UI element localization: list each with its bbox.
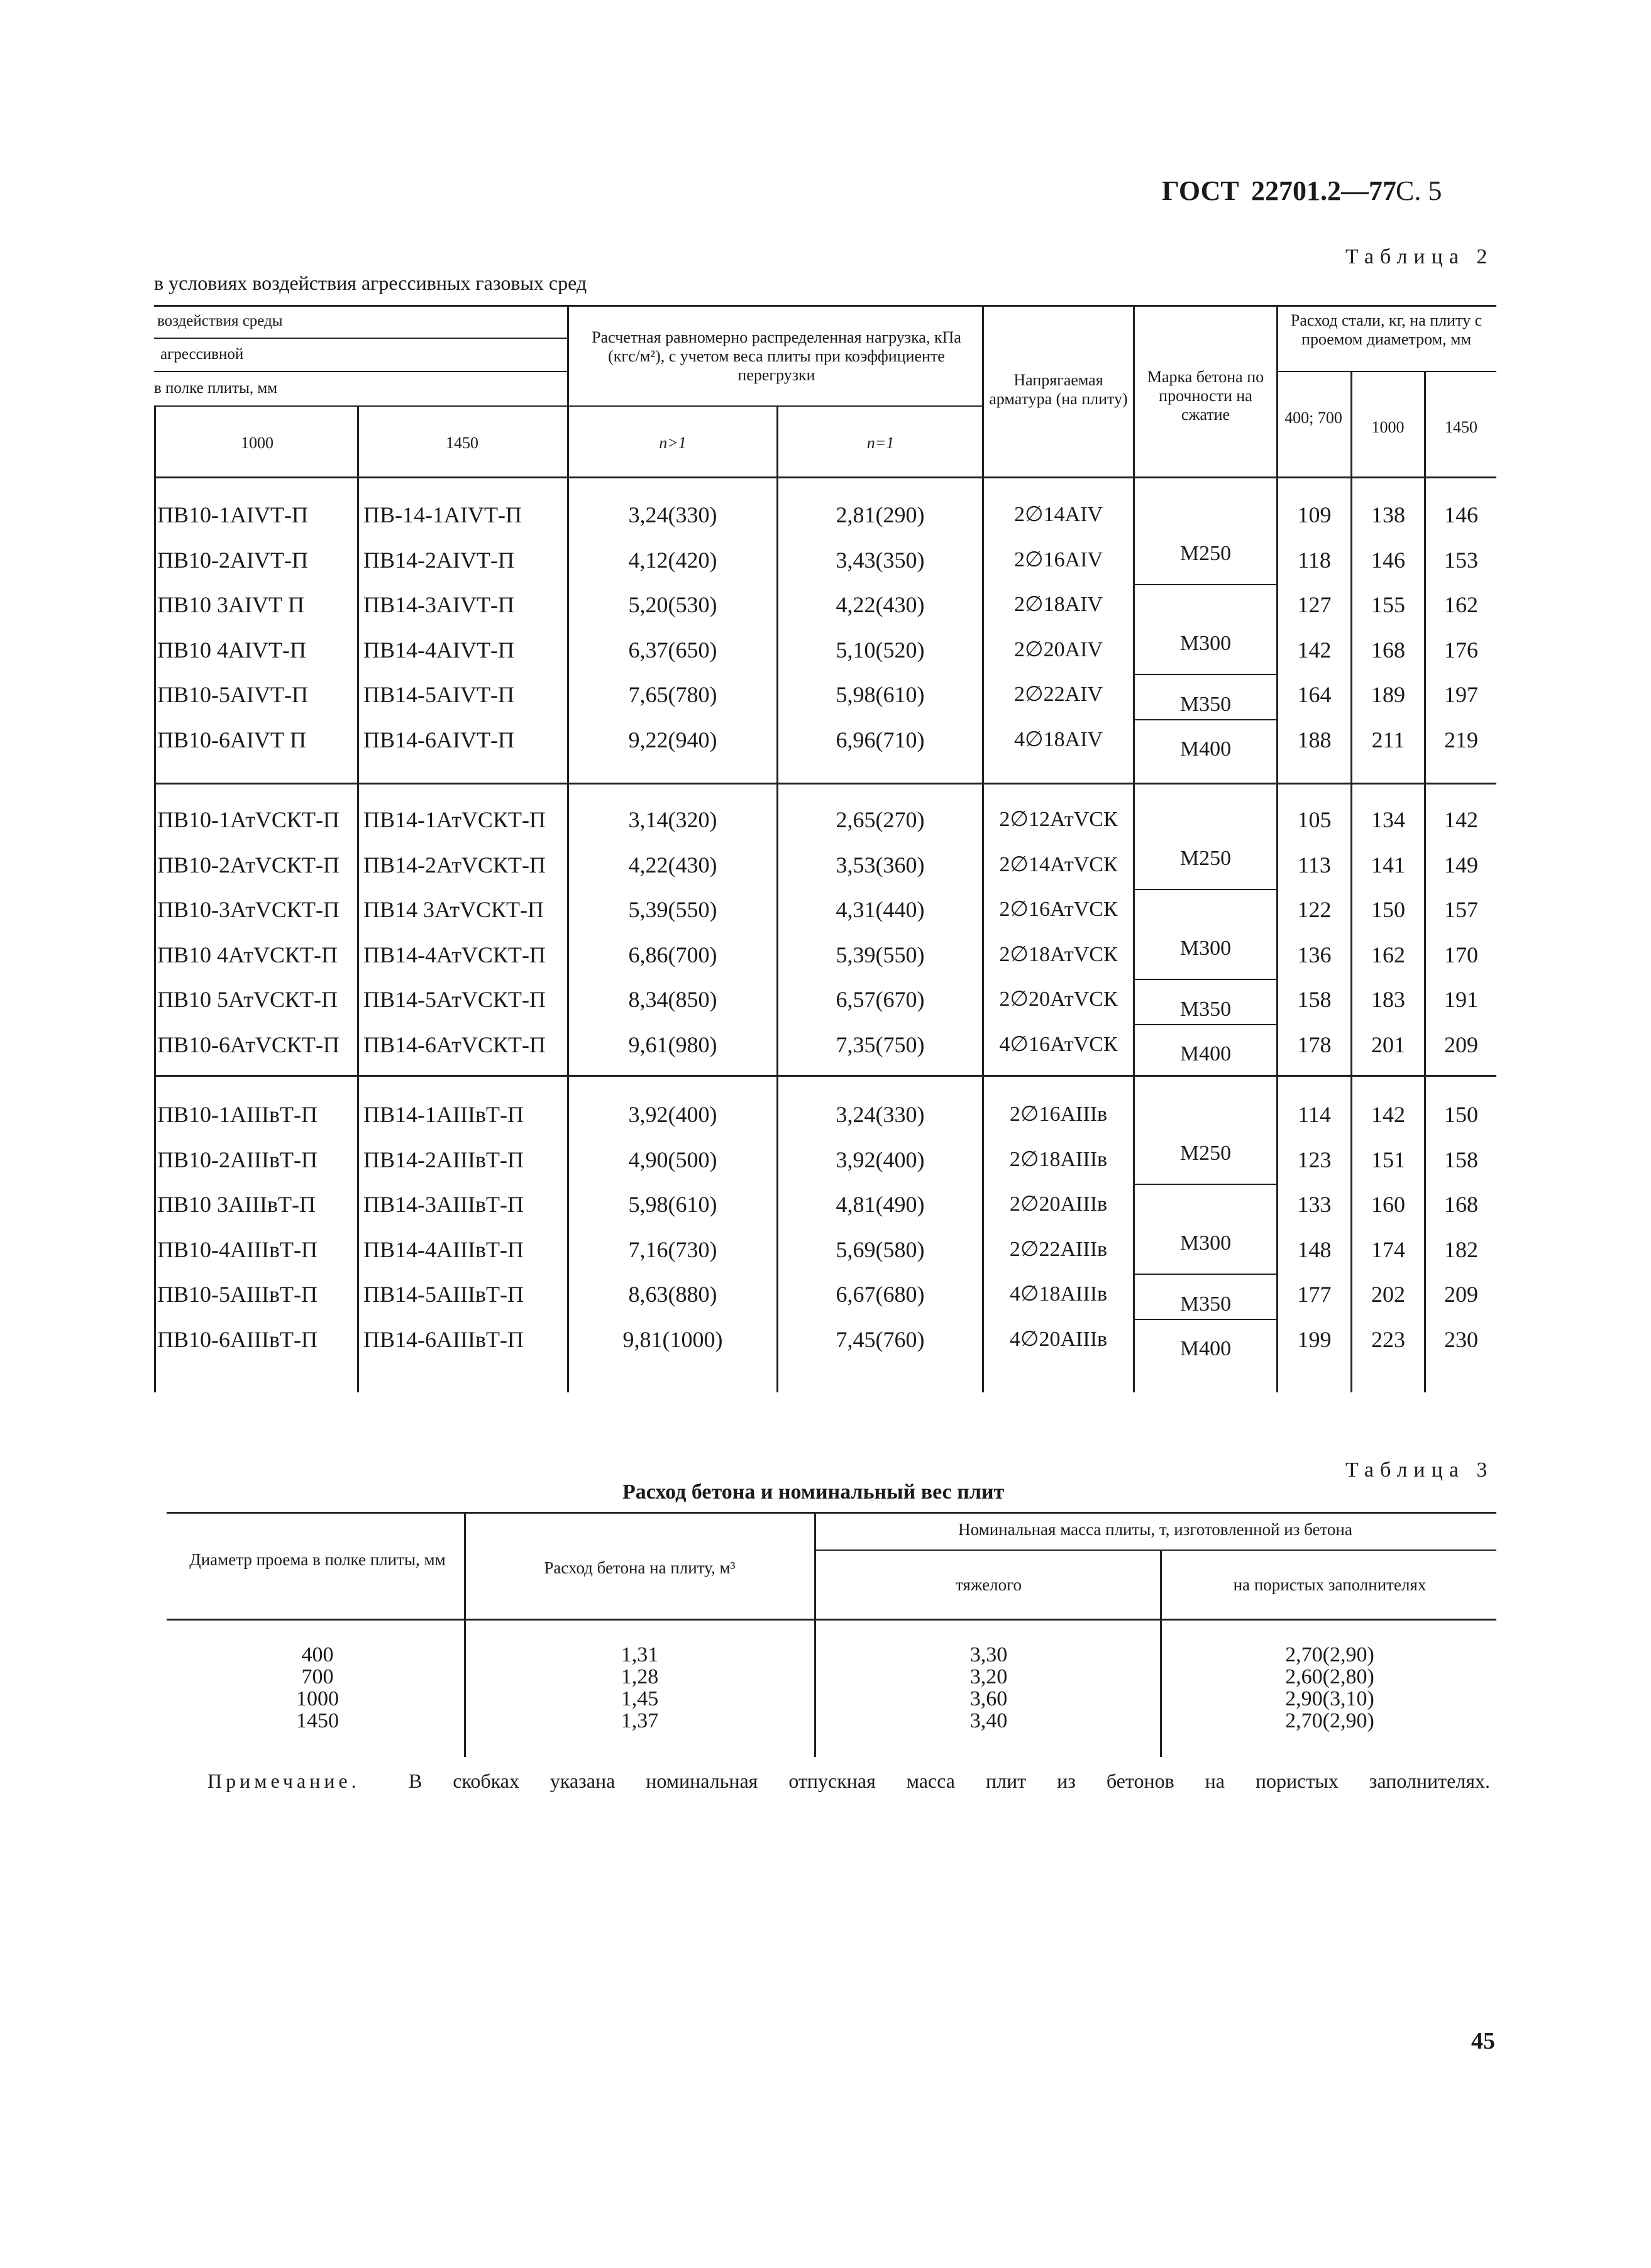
concrete-grade: М300 xyxy=(1179,1231,1232,1255)
table2-cell-b: ПВ14-3АIIIвТ-П xyxy=(363,1192,524,1217)
table2-cell-s3: 170 xyxy=(1444,942,1478,967)
table2-cell-a: ПВ10-2АIVТ-П xyxy=(157,547,308,573)
concrete-grade: М400 xyxy=(1179,1337,1232,1361)
grade-separator xyxy=(1135,1024,1276,1025)
concrete-grade: М250 xyxy=(1179,1141,1232,1165)
head-n-eq1: n=1 xyxy=(866,434,895,452)
table2-cell-a: ПВ10-1АIIIвТ-П xyxy=(157,1102,318,1127)
table2-cell-n2: 5,10(520) xyxy=(836,637,925,663)
table2-cell-a: ПВ10-2АтVСКТ-П xyxy=(157,852,340,878)
table2-cell-r: 2∅22АIIIв xyxy=(1009,1237,1108,1261)
table2-cell-n2: 3,43(350) xyxy=(836,547,925,573)
table2-cell-n2: 5,98(610) xyxy=(836,682,925,707)
table2-cell-s3: 162 xyxy=(1444,592,1478,617)
table2-cell-a: ПВ10-5АIIIвТ-П xyxy=(157,1282,318,1307)
table2-cell-a: ПВ10-6АIIIвТ-П xyxy=(157,1326,318,1352)
table2-cell-a: ПВ10-1АтVСКТ-П xyxy=(157,807,340,832)
table2-cell-s1: 122 xyxy=(1297,897,1332,922)
table2-cell-s1: 178 xyxy=(1297,1032,1332,1057)
table2-cell-s1: 105 xyxy=(1297,807,1332,832)
table2-cell-r: 2∅14АтVСК xyxy=(999,852,1118,876)
table2-cell-b: ПВ14-2АIVТ-П xyxy=(363,547,514,573)
grade-separator xyxy=(1135,1184,1276,1185)
t3-head-diam: Диаметр проема в полке плиты, мм xyxy=(189,1550,446,1569)
table2-cell-n1: 3,14(320) xyxy=(628,807,717,832)
table2-cell-s3: 209 xyxy=(1444,1032,1478,1057)
table2-cell-n2: 6,57(670) xyxy=(836,987,925,1012)
table2-cell-s3: 142 xyxy=(1444,807,1478,832)
head-load: Расчетная равномерно распределенная нагрузка, кПа (кгс/м²), с учетом веса плиты при коэффициенте перегрузки xyxy=(592,328,961,384)
t3-head-mass: Номинальная масса плиты, т, изготовленной из бетона xyxy=(958,1520,1352,1539)
t3-cell-heavy: 3,40 xyxy=(969,1709,1008,1732)
table2-cell-s3: 149 xyxy=(1444,852,1478,878)
table2-cell-n2: 7,45(760) xyxy=(836,1326,925,1352)
grade-separator xyxy=(1135,584,1276,585)
table2-cell-s3: 209 xyxy=(1444,1282,1478,1307)
table2-cell-n1: 8,63(880) xyxy=(628,1282,717,1307)
table2-cell-s3: 219 xyxy=(1444,727,1478,752)
table2-cell-n1: 5,39(550) xyxy=(628,897,717,922)
table2-cell-a: ПВ10-2АIIIвТ-П xyxy=(157,1147,318,1172)
table2-cell-b: ПВ14-6АтVСКТ-П xyxy=(363,1032,546,1057)
table2-cell-n1: 4,22(430) xyxy=(628,852,717,878)
concrete-grade: М300 xyxy=(1179,631,1232,655)
table2-cell-s2: 146 xyxy=(1371,547,1405,573)
concrete-grade: М250 xyxy=(1179,541,1232,565)
table2-caption: в условиях воздействия агрессивных газовых сред xyxy=(154,272,587,294)
concrete-grade: М350 xyxy=(1179,692,1232,716)
table2-cell-s3: 157 xyxy=(1444,897,1478,922)
table2-cell-r: 2∅14АIV xyxy=(1013,503,1103,526)
table2-cell-n1: 6,37(650) xyxy=(628,637,717,663)
head-s400: 400; 700 xyxy=(1284,409,1342,427)
table2-cell-s2: 168 xyxy=(1371,637,1405,663)
note-label: Примечание. xyxy=(207,1770,360,1792)
grade-separator xyxy=(1135,719,1276,720)
table2-cell-r: 2∅16АтVСК xyxy=(999,898,1118,921)
table2-cell-b: ПВ-14-1АIVТ-П xyxy=(363,502,522,527)
table2-cell-n1: 4,90(500) xyxy=(628,1147,717,1172)
t3-cell-consumption: 1,28 xyxy=(621,1665,659,1688)
table2-cell-n2: 6,67(680) xyxy=(836,1282,925,1307)
table2-cell-b: ПВ14-2АтVСКТ-П xyxy=(363,852,546,878)
table2-label: Таблица 2 xyxy=(1345,245,1494,268)
table2-cell-b: ПВ14-5АIVТ-П xyxy=(363,682,514,707)
table2-cell-s1: 118 xyxy=(1298,547,1331,573)
table2-cell-s2: 162 xyxy=(1371,942,1405,967)
table2-cell-b: ПВ14-4АтVСКТ-П xyxy=(363,942,546,967)
table2-cell-s3: 191 xyxy=(1444,987,1478,1012)
t3-cell-consumption: 1,37 xyxy=(621,1709,659,1732)
table2-cell-s2: 202 xyxy=(1371,1282,1405,1307)
table2-cell-n1: 3,24(330) xyxy=(628,502,717,527)
table3-label: Таблица 3 xyxy=(1345,1458,1494,1482)
table2-cell-n2: 4,81(490) xyxy=(836,1192,925,1217)
table2-cell-b: ПВ14-6АIIIвТ-П xyxy=(363,1326,524,1352)
table2-cell-s1: 113 xyxy=(1298,852,1331,878)
table2-cell-s2: 150 xyxy=(1371,897,1405,922)
concrete-grade: М400 xyxy=(1179,1042,1232,1066)
head-concrete: Марка бетона по прочности на сжатие xyxy=(1147,368,1264,424)
head-group-2: агрессивной xyxy=(160,346,244,363)
t3-head-consumption: Расход бетона на плиту, м³ xyxy=(544,1558,736,1577)
gost-number: 22701.2—77 xyxy=(1251,175,1396,206)
table2-cell-s2: 160 xyxy=(1371,1192,1405,1217)
t3-cell-heavy: 3,60 xyxy=(969,1687,1008,1710)
t3-cell-diam: 1000 xyxy=(296,1687,339,1710)
t3-head-porous: на пористых заполнителях xyxy=(1233,1575,1427,1594)
table2-cell-a: ПВ10 4АтVСКТ-П xyxy=(157,942,338,967)
t3-cell-porous: 2,70(2,90) xyxy=(1285,1709,1374,1732)
table2-cell-b: ПВ14-1АтVСКТ-П xyxy=(363,807,546,832)
table3-title: Расход бетона и номинальный вес плит xyxy=(622,1480,1005,1504)
table2-cell-s1: 148 xyxy=(1297,1236,1332,1262)
table2-cell-b: ПВ14-4АIVТ-П xyxy=(363,637,514,663)
table2-cell-s2: 211 xyxy=(1371,727,1405,752)
concrete-grade: М250 xyxy=(1179,846,1232,870)
table2-cell-b: ПВ14-3АIVТ-П xyxy=(363,592,514,617)
table2-cell-a: ПВ10-1АIVТ-П xyxy=(157,502,308,527)
head-group-3: в полке плиты, мм xyxy=(154,380,278,397)
grade-separator xyxy=(1135,889,1276,890)
table2-cell-r: 4∅16АтVСК xyxy=(999,1032,1118,1056)
table2-cell-s1: 199 xyxy=(1297,1326,1332,1352)
table2-cell-n2: 3,53(360) xyxy=(836,852,925,878)
table2-cell-s1: 164 xyxy=(1297,682,1332,707)
table2-cell-s2: 189 xyxy=(1371,682,1405,707)
t3-cell-porous: 2,60(2,80) xyxy=(1285,1665,1374,1688)
head-1000: 1000 xyxy=(241,434,273,452)
table2-cell-s2: 142 xyxy=(1371,1102,1405,1127)
table2-cell-b: ПВ14-6АIVТ-П xyxy=(363,727,514,752)
table2-cell-s2: 138 xyxy=(1371,502,1405,527)
table2-cell-b: ПВ14-1АIIIвТ-П xyxy=(363,1102,524,1127)
table2-cell-r: 2∅20АтVСК xyxy=(999,988,1118,1011)
table2-cell-r: 2∅16АIIIв xyxy=(1009,1103,1108,1126)
t3-cell-diam: 400 xyxy=(301,1643,334,1666)
table2-cell-r: 2∅18АIV xyxy=(1013,593,1103,616)
head-n-gt1: n>1 xyxy=(659,434,687,452)
table2-cell-n1: 9,81(1000) xyxy=(622,1326,723,1352)
table2-cell-s2: 223 xyxy=(1371,1326,1405,1352)
table2-cell-s1: 133 xyxy=(1297,1192,1332,1217)
table2-cell-n1: 7,16(730) xyxy=(628,1236,717,1262)
table2-cell-s1: 123 xyxy=(1297,1147,1332,1172)
table2-cell-n2: 7,35(750) xyxy=(836,1032,925,1057)
table2-cell-r: 2∅18АтVСК xyxy=(999,942,1118,966)
table2-cell-a: ПВ10-5АIVТ-П xyxy=(157,682,308,707)
table2-cell-r: 2∅22АIV xyxy=(1013,683,1103,706)
table2-cell-n1: 9,61(980) xyxy=(628,1032,717,1057)
table2-cell-b: ПВ14-5АтVСКТ-П xyxy=(363,987,546,1012)
t3-cell-diam: 700 xyxy=(301,1665,334,1688)
head-s1450: 1450 xyxy=(1445,418,1477,436)
t3-cell-porous: 2,90(3,10) xyxy=(1285,1687,1374,1710)
table2-cell-s2: 183 xyxy=(1371,987,1405,1012)
table2-cell-n2: 4,31(440) xyxy=(836,897,925,922)
table2-cell-n1: 9,22(940) xyxy=(628,727,717,752)
table2-cell-s2: 141 xyxy=(1371,852,1405,878)
table2-cell-s1: 177 xyxy=(1297,1282,1332,1307)
table2-cell-s2: 134 xyxy=(1371,807,1405,832)
table2-cell-a: ПВ10-6АIVТ П xyxy=(157,727,306,752)
table2-cell-n2: 2,81(290) xyxy=(836,502,925,527)
table2-cell-n2: 3,24(330) xyxy=(836,1102,925,1127)
table2-cell-s2: 155 xyxy=(1371,592,1405,617)
table2-cell-s1: 188 xyxy=(1297,727,1332,752)
head-s1000: 1000 xyxy=(1371,418,1405,436)
concrete-grade: М300 xyxy=(1179,936,1232,960)
table2-cell-s2: 174 xyxy=(1371,1236,1405,1262)
concrete-grade: М350 xyxy=(1179,1292,1232,1316)
t3-cell-consumption: 1,45 xyxy=(621,1687,659,1710)
gost-label: ГОСТ xyxy=(1162,175,1239,206)
table2-cell-b: ПВ14-2АIIIвТ-П xyxy=(363,1147,524,1172)
table2-cell-n1: 5,98(610) xyxy=(628,1192,717,1217)
table2-cell-n1: 4,12(420) xyxy=(628,547,717,573)
table2-cell-a: ПВ10-6АтVСКТ-П xyxy=(157,1032,340,1057)
table2-cell-s3: 168 xyxy=(1444,1192,1478,1217)
table2-cell-r: 2∅12АтVСК xyxy=(999,808,1118,831)
table2-cell-n2: 3,92(400) xyxy=(836,1147,925,1172)
table2-cell-s1: 142 xyxy=(1297,637,1332,663)
table2-cell-s3: 182 xyxy=(1444,1236,1478,1262)
table2-cell-r: 2∅18АIIIв xyxy=(1009,1147,1108,1171)
table2-cell-n1: 3,92(400) xyxy=(628,1102,717,1127)
table2-cell-s1: 109 xyxy=(1297,502,1332,527)
table2-cell-n2: 5,69(580) xyxy=(836,1236,925,1262)
table2-cell-s1: 127 xyxy=(1297,592,1332,617)
table2-cell-b: ПВ14-5АIIIвТ-П xyxy=(363,1282,524,1307)
head-reinf: Напрягаемая арматура (на плиту) xyxy=(989,371,1128,408)
table2-cell-s3: 146 xyxy=(1444,502,1478,527)
t3-cell-porous: 2,70(2,90) xyxy=(1285,1643,1374,1666)
table2-cell-a: ПВ10-3АтVСКТ-П xyxy=(157,897,340,922)
table2-cell-n1: 7,65(780) xyxy=(628,682,717,707)
table2-cell-s3: 176 xyxy=(1444,637,1478,663)
table2-cell-n1: 6,86(700) xyxy=(628,942,717,967)
t3-cell-consumption: 1,31 xyxy=(621,1643,659,1666)
grade-separator xyxy=(1135,1319,1276,1320)
table2-cell-b: ПВ14 3АтVСКТ-П xyxy=(363,897,544,922)
table2-cell-a: ПВ10 3АIVТ П xyxy=(157,592,304,617)
table2-cell-a: ПВ10-4АIIIвТ-П xyxy=(157,1236,318,1262)
table2-cell-n2: 6,96(710) xyxy=(836,727,925,752)
note-text: В скобках указана номинальная отпускная масса плит из бетонов на пористых заполнителях. xyxy=(409,1770,1490,1792)
table2-cell-r: 2∅20АIIIв xyxy=(1009,1192,1108,1216)
table2-cell-n2: 2,65(270) xyxy=(836,807,925,832)
grade-separator xyxy=(1135,1274,1276,1275)
table2-cell-s1: 136 xyxy=(1297,942,1332,967)
head-group-1: воздействия среды xyxy=(157,312,283,329)
t3-cell-heavy: 3,20 xyxy=(969,1665,1008,1688)
page-label: С. 5 xyxy=(1396,175,1442,206)
concrete-grade: М400 xyxy=(1179,737,1232,761)
table2-cell-r: 2∅16АIV xyxy=(1013,548,1103,571)
table2-cell-b: ПВ14-4АIIIвТ-П xyxy=(363,1236,524,1262)
table2-cell-r: 4∅20АIIIв xyxy=(1009,1327,1108,1351)
table2-cell-s2: 201 xyxy=(1371,1032,1405,1057)
table2-cell-a: ПВ10 3АIIIвТ-П xyxy=(157,1192,316,1217)
table2-cell-r: 4∅18АIV xyxy=(1013,727,1103,751)
table2-cell-a: ПВ10 5АтVСКТ-П xyxy=(157,987,338,1012)
concrete-grade: М350 xyxy=(1179,997,1232,1021)
table2-cell-s3: 230 xyxy=(1444,1326,1478,1352)
table2-cell-n1: 8,34(850) xyxy=(628,987,717,1012)
table2-cell-s3: 153 xyxy=(1444,547,1478,573)
table2-cell-n2: 5,39(550) xyxy=(836,942,925,967)
page-number: 45 xyxy=(1471,2028,1495,2054)
table2-cell-s2: 151 xyxy=(1371,1147,1405,1172)
grade-separator xyxy=(1135,674,1276,675)
table2-cell-s3: 158 xyxy=(1444,1147,1478,1172)
table2-cell-n1: 5,20(530) xyxy=(628,592,717,617)
table2-cell-s3: 197 xyxy=(1444,682,1478,707)
t3-cell-heavy: 3,30 xyxy=(969,1643,1008,1666)
t3-head-heavy: тяжелого xyxy=(955,1575,1022,1594)
table2-cell-s3: 150 xyxy=(1444,1102,1478,1127)
t3-cell-diam: 1450 xyxy=(296,1709,339,1732)
grade-separator xyxy=(1135,979,1276,980)
table2-cell-s1: 158 xyxy=(1297,987,1332,1012)
table2-cell-s1: 114 xyxy=(1298,1102,1331,1127)
table2-cell-r: 4∅18АIIIв xyxy=(1009,1282,1108,1306)
head-1450: 1450 xyxy=(446,434,478,452)
table2-cell-n2: 4,22(430) xyxy=(836,592,925,617)
head-steel: Расход стали, кг, на плиту с проемом диаметром, мм xyxy=(1290,311,1483,348)
table2-cell-a: ПВ10 4АIVТ-П xyxy=(157,637,306,663)
table2-cell-r: 2∅20АIV xyxy=(1013,637,1103,661)
